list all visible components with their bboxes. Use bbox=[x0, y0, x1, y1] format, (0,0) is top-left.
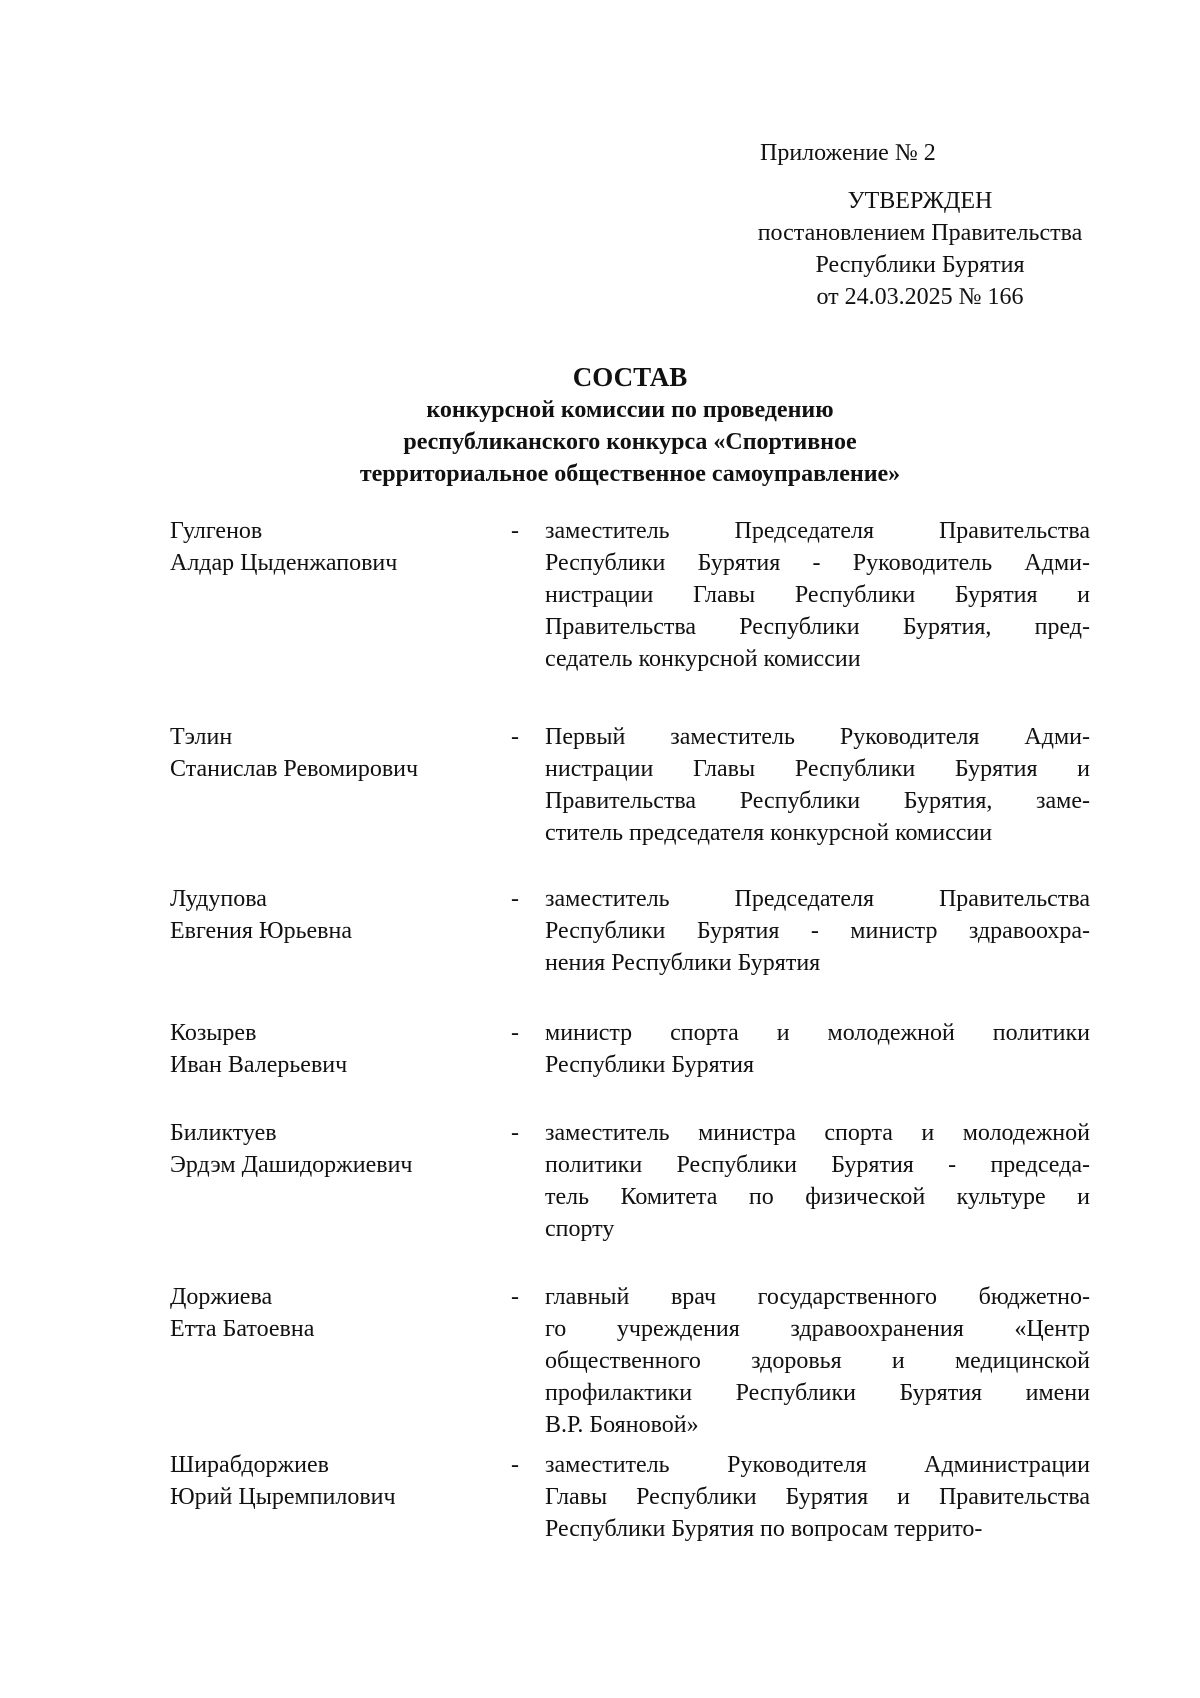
member-role-line: политики Республики Бурятия - председа- bbox=[545, 1152, 1090, 1178]
member-role-line: заместитель министра спорта и молодежной bbox=[545, 1120, 1090, 1146]
member-name bbox=[170, 883, 490, 947]
member-role-line: В.Р. Бояновой» bbox=[545, 1412, 699, 1438]
member-given-name: Иван Валерьевич bbox=[170, 1052, 348, 1078]
member-role-line: Правительства Республики Бурятия, заме- bbox=[545, 788, 1090, 814]
member-given-name: Станислав Ревомирович bbox=[170, 756, 419, 782]
member-role-line: седатель конкурсной комиссии bbox=[545, 646, 861, 672]
member-row bbox=[170, 1017, 1090, 1081]
member-role-line: заместитель Руководителя Администрации bbox=[545, 1452, 1090, 1478]
member-dash: - bbox=[511, 1452, 519, 1478]
member-role-line: министр спорта и молодежной политики bbox=[545, 1020, 1090, 1046]
member-role-line: тель Комитета по физической культуре и bbox=[545, 1184, 1090, 1210]
approval-line: УТВЕРЖДЕН bbox=[847, 188, 993, 214]
approval-stamp bbox=[740, 185, 1100, 313]
member-surname: Ширабдоржиев bbox=[170, 1452, 329, 1478]
member-role-line: главный врач государственного бюджетно- bbox=[545, 1284, 1090, 1310]
member-role bbox=[545, 883, 1090, 979]
member-role-line: Республики Бурятия - Руководитель Адми- bbox=[545, 550, 1090, 576]
member-role-line: ститель председателя конкурсной комиссии bbox=[545, 820, 993, 846]
member-given-name: Евгения Юрьевна bbox=[170, 918, 352, 944]
member-dash: - bbox=[511, 518, 519, 544]
member-row bbox=[170, 883, 1090, 979]
member-name bbox=[170, 1117, 490, 1181]
member-surname: Козырев bbox=[170, 1020, 257, 1046]
member-role-line: Республики Бурятия по вопросам террито- bbox=[545, 1516, 983, 1542]
member-given-name: Алдар Цыденжапович bbox=[170, 550, 398, 576]
member-surname: Доржиева bbox=[170, 1284, 273, 1310]
member-role-line: Первый заместитель Руководителя Адми- bbox=[545, 724, 1090, 750]
member-given-name: Юрий Цыремпилович bbox=[170, 1484, 396, 1510]
title-line: территориальное общественное самоуправление» bbox=[359, 461, 901, 487]
member-row bbox=[170, 1117, 1090, 1245]
member-role-line: общественного здоровья и медицинской bbox=[545, 1348, 1090, 1374]
member-surname: Лудупова bbox=[170, 886, 267, 912]
member-row bbox=[170, 721, 1090, 849]
member-given-name: Эрдэм Дашидоржиевич bbox=[170, 1152, 413, 1178]
member-name bbox=[170, 515, 490, 579]
member-surname: Гулгенов bbox=[170, 518, 263, 544]
member-row bbox=[170, 515, 1090, 675]
member-row bbox=[170, 1281, 1090, 1441]
member-role bbox=[545, 1017, 1090, 1081]
members-list bbox=[170, 515, 1090, 1545]
member-role-line: спорту bbox=[545, 1216, 615, 1242]
member-role-line: го учреждения здравоохранения «Центр bbox=[545, 1316, 1090, 1342]
member-role-line: нистрации Главы Республики Бурятия и bbox=[545, 582, 1090, 608]
title-line: республиканского конкурса «Спортивное bbox=[403, 429, 857, 455]
member-role-line: нистрации Главы Республики Бурятия и bbox=[545, 756, 1090, 782]
member-role-line: профилактики Республики Бурятия имени bbox=[545, 1380, 1090, 1406]
member-name bbox=[170, 1281, 490, 1345]
title-line: конкурсной комиссии по проведению bbox=[426, 397, 834, 423]
member-dash: - bbox=[511, 886, 519, 912]
member-given-name: Етта Батоевна bbox=[170, 1316, 315, 1342]
member-dash: - bbox=[511, 724, 519, 750]
member-dash: - bbox=[511, 1120, 519, 1146]
member-role bbox=[545, 1281, 1090, 1441]
document-title bbox=[170, 360, 1090, 490]
member-role-line: Правительства Республики Бурятия, пред- bbox=[545, 614, 1090, 640]
member-name bbox=[170, 721, 490, 785]
member-role-line: заместитель Председателя Правительства bbox=[545, 518, 1090, 544]
member-surname: Тэлин bbox=[170, 724, 233, 750]
member-dash: - bbox=[511, 1020, 519, 1046]
approval-line: от 24.03.2025 № 166 bbox=[816, 284, 1024, 310]
member-role bbox=[545, 721, 1090, 849]
member-role-line: Главы Республики Бурятия и Правительства bbox=[545, 1484, 1090, 1510]
approval-line: постановлением Правительства bbox=[757, 220, 1083, 246]
member-role bbox=[545, 1117, 1090, 1245]
member-role-line: Республики Бурятия - министр здравоохра- bbox=[545, 918, 1090, 944]
member-role bbox=[545, 515, 1090, 675]
member-row bbox=[170, 1449, 1090, 1545]
member-dash: - bbox=[511, 1284, 519, 1310]
member-name bbox=[170, 1017, 490, 1081]
member-surname: Биликтуев bbox=[170, 1120, 277, 1146]
member-role bbox=[545, 1449, 1090, 1545]
appendix-label: Приложение № 2 bbox=[760, 140, 936, 166]
member-role-line: Республики Бурятия bbox=[545, 1052, 754, 1078]
member-role-line: нения Республики Бурятия bbox=[545, 950, 821, 976]
member-role-line: заместитель Председателя Правительства bbox=[545, 886, 1090, 912]
approval-line: Республики Бурятия bbox=[815, 252, 1025, 278]
member-name bbox=[170, 1449, 490, 1513]
title-main: СОСТАВ bbox=[572, 362, 688, 392]
